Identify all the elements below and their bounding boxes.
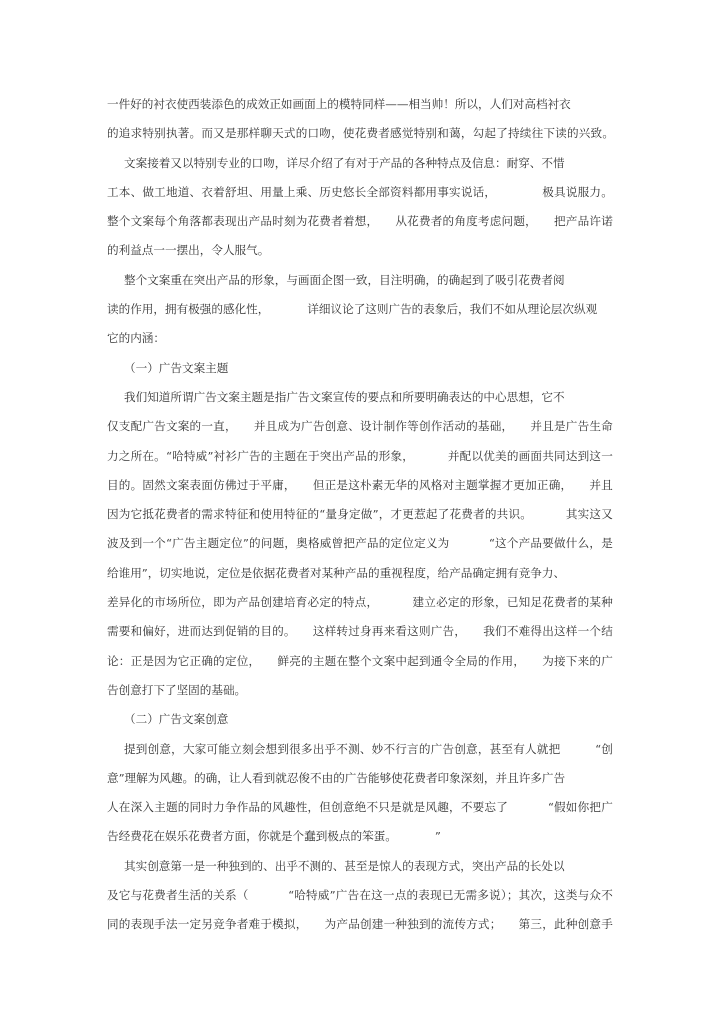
document-page [107, 93, 613, 943]
text-line [107, 767, 613, 796]
text-line [107, 415, 613, 444]
text: ” [434, 829, 441, 844]
text: “哈特威”广告在这一点的表现已无需多说）；其次，这类与众不 [288, 888, 613, 903]
text: “这个产品要做什么，是 [488, 536, 613, 551]
text: 波及到一个“广告主题定位”的问题，奥格威曾把产品的定位定义为 [107, 536, 450, 551]
text: 并且是广告生命 [530, 419, 613, 434]
text: 它的内涵： [107, 331, 165, 346]
text: 同的表现手法一定另竞争者难于模拟， [107, 917, 308, 932]
text: 力之所在。“哈特威”衬衫广告的主题在于突出产品的形象， [107, 448, 415, 463]
text: 目的。固然文案表面仿佛过于平庸， [107, 477, 296, 492]
text: 从花费者的角度考虑问题， [395, 214, 537, 229]
text: 为接下来的广 [542, 653, 613, 668]
text: 整个文案重在突出产品的形象，与画面企图一致，目注明确，的确起到了吸引花费者阅 [124, 272, 565, 287]
text-line [107, 532, 613, 561]
heading-text: （二）广告文案创意 [124, 712, 229, 727]
text: 及它与花费者生活的关系（ [107, 888, 249, 903]
text: 提到创意，大家可能立刻会想到很多出乎不测、妙不行言的广告创意，甚至有人就把 [124, 741, 561, 756]
text-line [107, 913, 613, 942]
text: 并且 [589, 477, 613, 492]
text-line [107, 825, 613, 854]
text-line [107, 298, 613, 327]
text: 把产品许诺 [554, 214, 613, 229]
text: “假如你把广 [547, 800, 613, 815]
text: 给谁用”，切实地说，定位是依据花费者对某种产品的重视程度，给产品确定拥有竞争力、 [107, 565, 566, 580]
paragraph-start [107, 269, 613, 298]
text-line [107, 562, 613, 591]
text: 一件好的衬衣使西装添色的成效正如画面上的模特同样——相当帅！所以，人们对高档衬衣 [107, 97, 571, 111]
text: 意”理解为风趣。的确，让人看到就忍俊不由的广告能够使花费者印象深刻，并且许多广告 [107, 770, 566, 785]
text-line [107, 503, 613, 532]
text-line [107, 620, 613, 649]
section-heading [107, 357, 613, 386]
text: 告创意打下了坚固的基础。 [107, 682, 247, 697]
text-line [107, 796, 613, 825]
text: 第三，此种创意手 [518, 917, 613, 932]
text: 人在深入主题的同时力争作品的风趣性，但创意绝不只是就是风趣，不要忘了 [107, 800, 508, 815]
text: 工本、做工地道、衣着舒坦、用量上乘、历史悠长全部资料都用事实说话， [107, 184, 497, 199]
text: 整个文案每个角落都表现出产品时刻为花费者着想， [107, 214, 379, 229]
text: 的追求特别执著。而又是那样聊天式的口吻，使花费者感觉特别和蔼，勾起了持续往下读的兴致。 [107, 126, 615, 141]
text: “创 [595, 741, 613, 756]
text: 极具说服力。 [542, 184, 613, 199]
paragraph-start [107, 386, 613, 415]
paragraph-start [107, 738, 613, 767]
text-line [107, 181, 613, 210]
text: 文案接着又以特别专业的口吻，详尽介绍了有对于产品的各种特点及信息：耐穿、不惜 [124, 155, 565, 170]
text: 告经费花在娱乐花费者方面，你就是个蠢到极点的笨蛋。 [107, 829, 397, 844]
text: 其实这又 [565, 507, 613, 522]
text: 因为它抵花费者的需求特征和使用特征的“量身定做”，才更惹起了花费者的共识。 [107, 507, 533, 522]
text-line [107, 210, 613, 239]
text: 其实创意第一是一种独到的、出乎不测的、甚至是惊人的表现方式，突出产品的长处以 [124, 858, 565, 873]
text: 为产品创建一种独到的流传方式； [324, 917, 502, 932]
text-line [107, 884, 613, 913]
text: 但正是这朴素无华的风格对主题掌握才更加正确， [312, 477, 573, 492]
text: 鲜亮的主题在整个文案中起到通令全局的作用， [277, 653, 526, 668]
text-line [107, 327, 613, 356]
text-line [107, 591, 613, 620]
text: 我们知道所谓广告文案主题是指广告文案宣传的要点和所要明确表达的中心思想，它不 [124, 389, 565, 404]
text-line [107, 122, 613, 151]
text: 需要和偏好，进而达到促销的目的。 [107, 624, 296, 639]
text-line [107, 93, 613, 122]
text: 论：正是因为它正确的定位， [107, 653, 261, 668]
text: 并且成为广告创意、设计制作等创作活动的基础， [253, 419, 514, 434]
paragraph-start [107, 152, 613, 181]
text: 详细议论了这则广告的表象后，我们不如从理论层次纵观 [307, 302, 598, 317]
text: 我们不难得出这样一个结 [483, 624, 613, 639]
text: 的利益点一一摆出，令人服气。 [107, 243, 270, 258]
text: 并配以优美的画面共同达到这一 [447, 448, 613, 463]
text-line [107, 650, 613, 679]
text-line [107, 239, 613, 268]
text: 仅支配广告文案的一直， [107, 419, 237, 434]
paragraph-start [107, 855, 613, 884]
text-line [107, 474, 613, 503]
text: 这样转过身再来看这则广告， [312, 624, 467, 639]
text: 建立必定的形象，已知足花费者的某种 [412, 595, 613, 610]
text: 读的作用，拥有极强的感化性， [107, 302, 270, 317]
text: 差异化的市场所位，即为产品创建培育必定的特点， [107, 595, 379, 610]
section-heading [107, 708, 613, 737]
heading-text: （一）广告文案主题 [124, 360, 229, 375]
text-line [107, 679, 613, 708]
text-line [107, 445, 613, 474]
